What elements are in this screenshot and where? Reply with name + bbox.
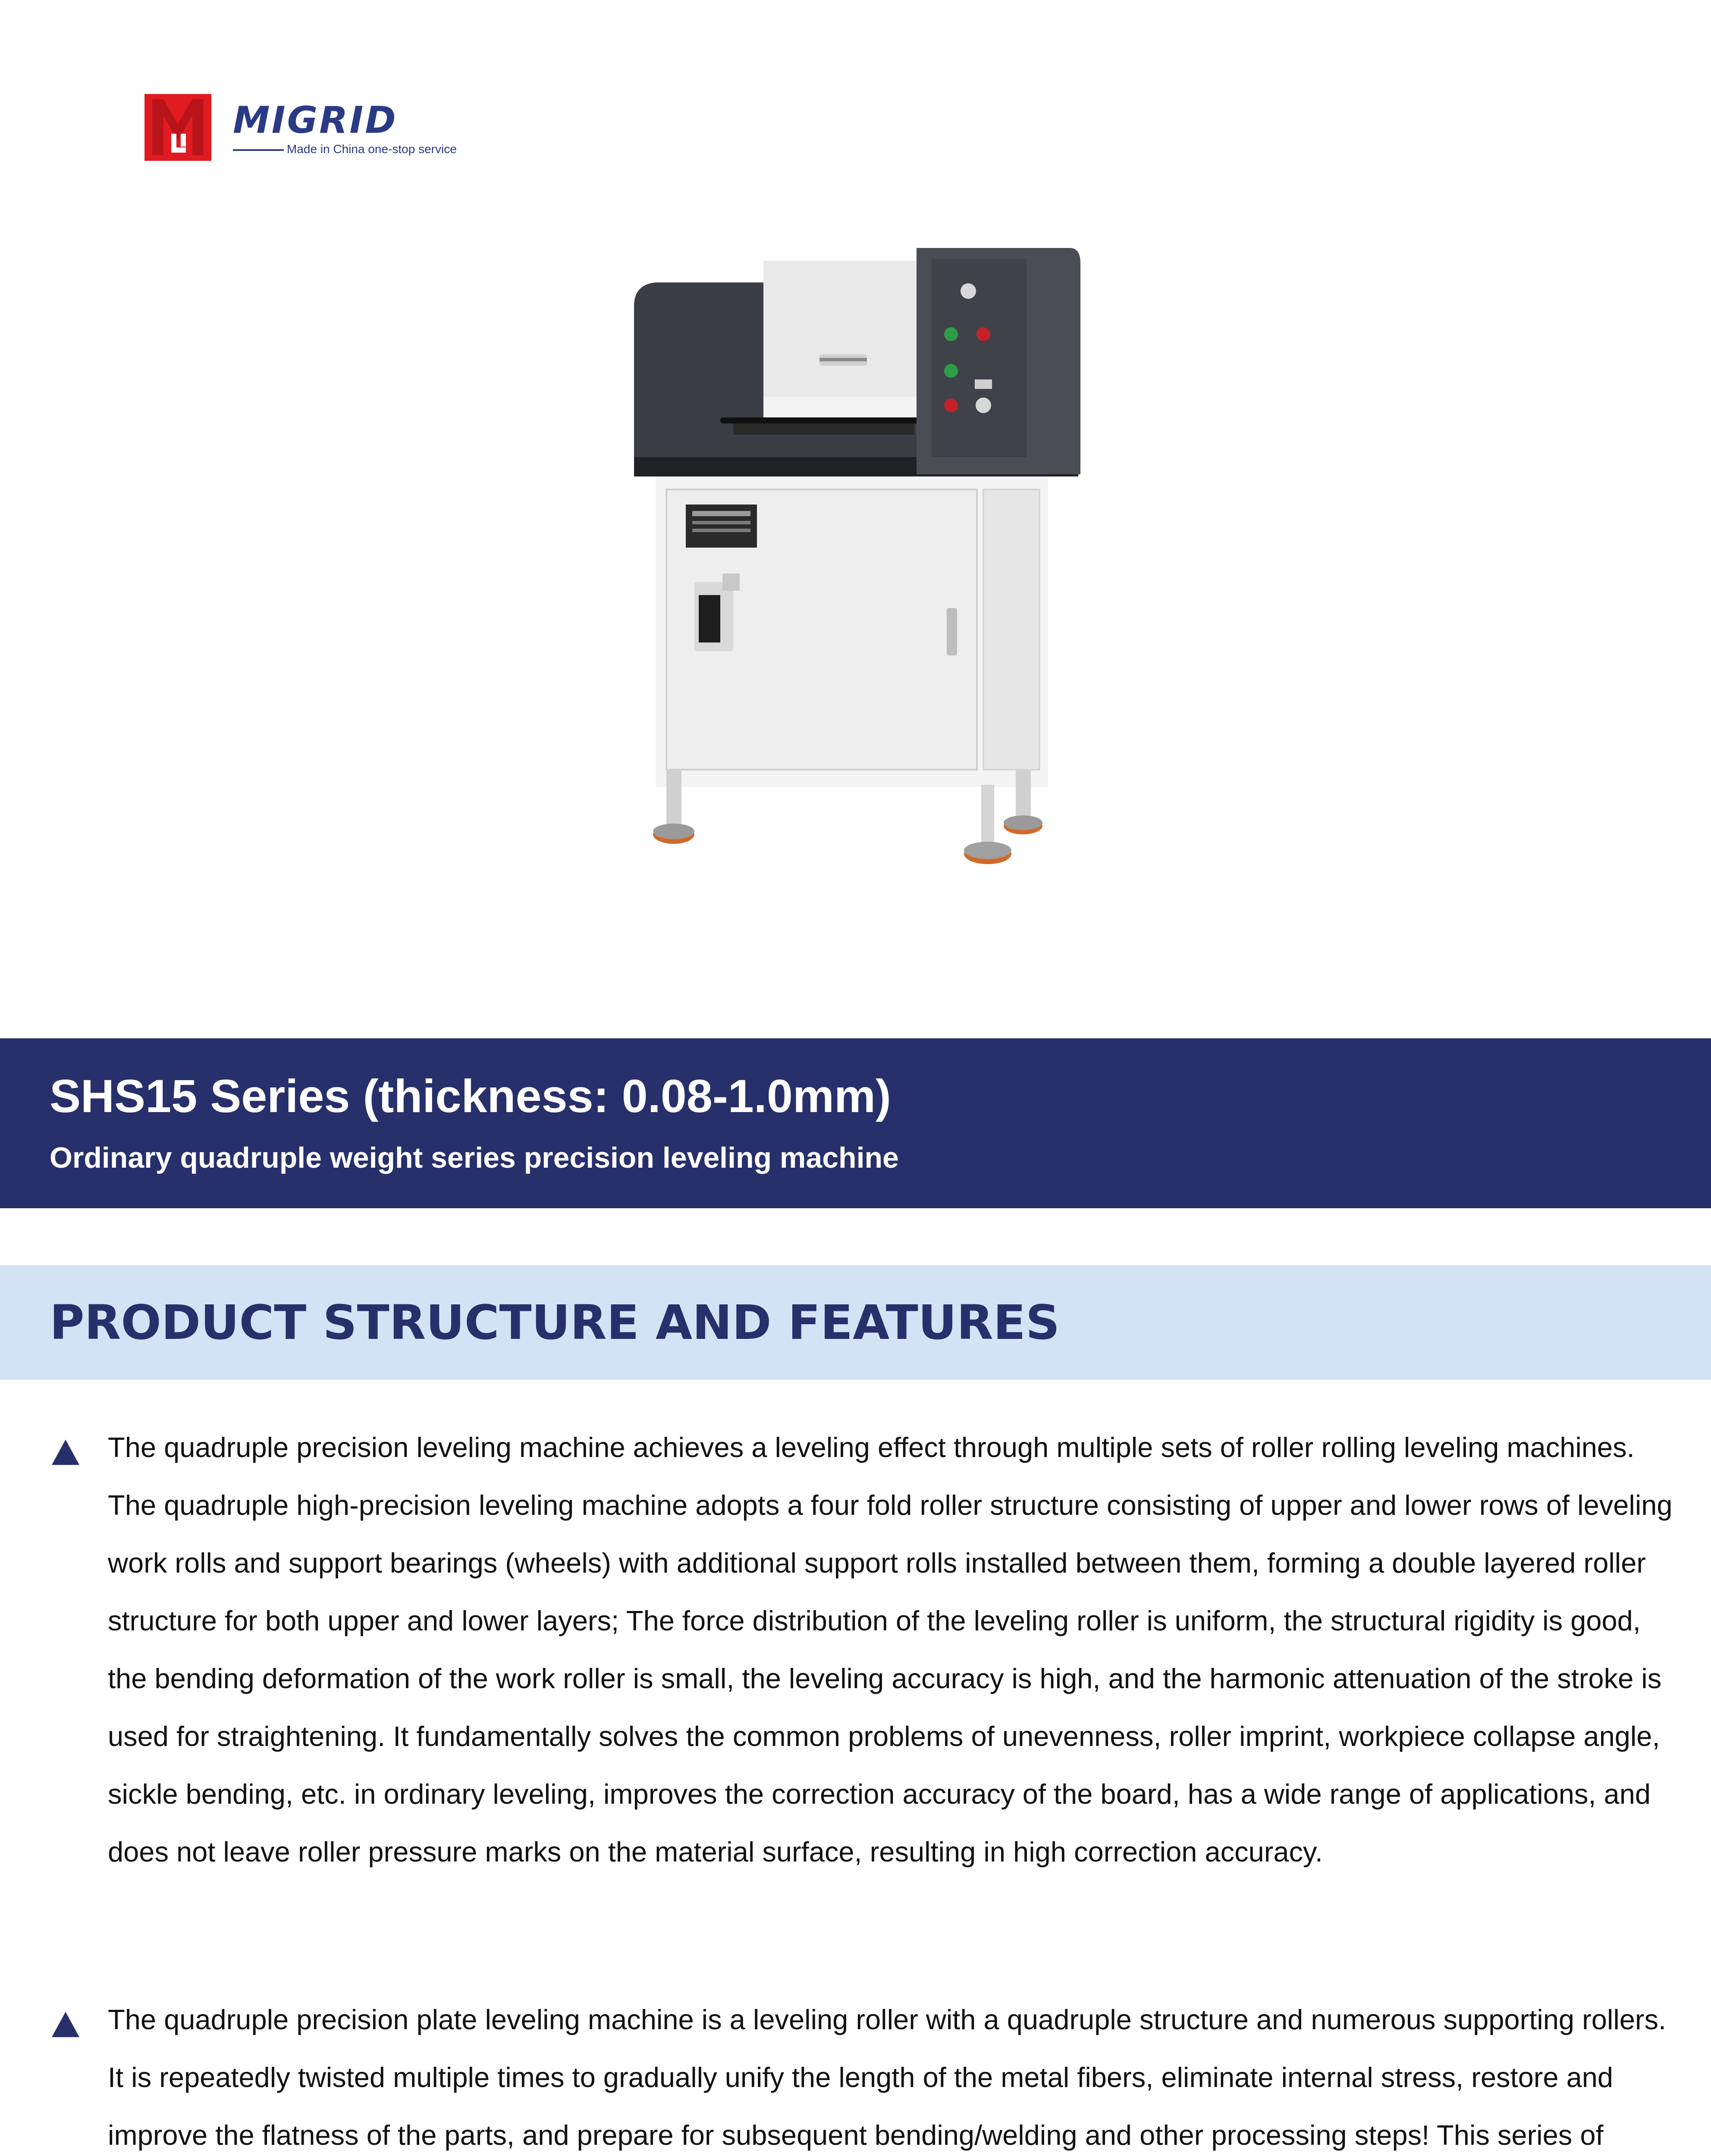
features-heading: PRODUCT STRUCTURE AND FEATURES <box>50 1295 1060 1350</box>
leveling-machine-image <box>630 241 1087 871</box>
features-section-header <box>0 1265 1711 1380</box>
migrid-logo-icon <box>144 94 211 161</box>
feature-paragraph: The quadruple precision plate leveling machine is a leveling roller with a quadruple structure and numerous supporting rollers. It is repeatedly twisted multiple times to gradually unify the length of the metal fibers, eliminate internal stress, restore and improve the flatness of the parts, and prepare for subsequent bending/welding and other processing steps! This series of <box>108 2004 1667 2151</box>
triangle-bullet-icon <box>48 2007 83 2042</box>
feature-paragraph: The quadruple precision leveling machine achieves a leveling effect through multiple sets of roller rolling leveling machines. The quadruple high-precision leveling machine adopts a four fold roller structure consisting of upper and lower rows of leveling work rolls and support bearings (wheels) with additional support rolls installed between them, forming a double layered roller structure for both upper and lower layers; The force distribution of the leveling roller is uniform, the structural rigidity is good, the bending deformation of the work roller is small, the leveling accuracy is high, and the harmonic attenuation of the stroke is used for straightening. It fundamentally solves the common problems of unevenness, roller imprint, workpiece collapse angle, sickle bending, etc. in ordinary leveling, improves the correction accuracy of the board, has a wide range of applications, and does not leave roller pressure marks on the material surface, resulting in high correction accuracy. <box>108 1432 1673 1868</box>
triangle-bullet-icon <box>48 1435 83 1470</box>
page-title: SHS15 Series (thickness: 0.08-1.0mm) <box>50 1070 891 1122</box>
page-subtitle: Ordinary quadruple weight series precision leveling machine <box>50 1141 899 1174</box>
brand-name: MIGRID <box>233 99 398 142</box>
logo-divider <box>233 149 284 151</box>
title-banner <box>0 1038 1711 1208</box>
brand-logo <box>144 94 457 163</box>
brand-tagline: Made in China one-stop service <box>287 142 457 156</box>
